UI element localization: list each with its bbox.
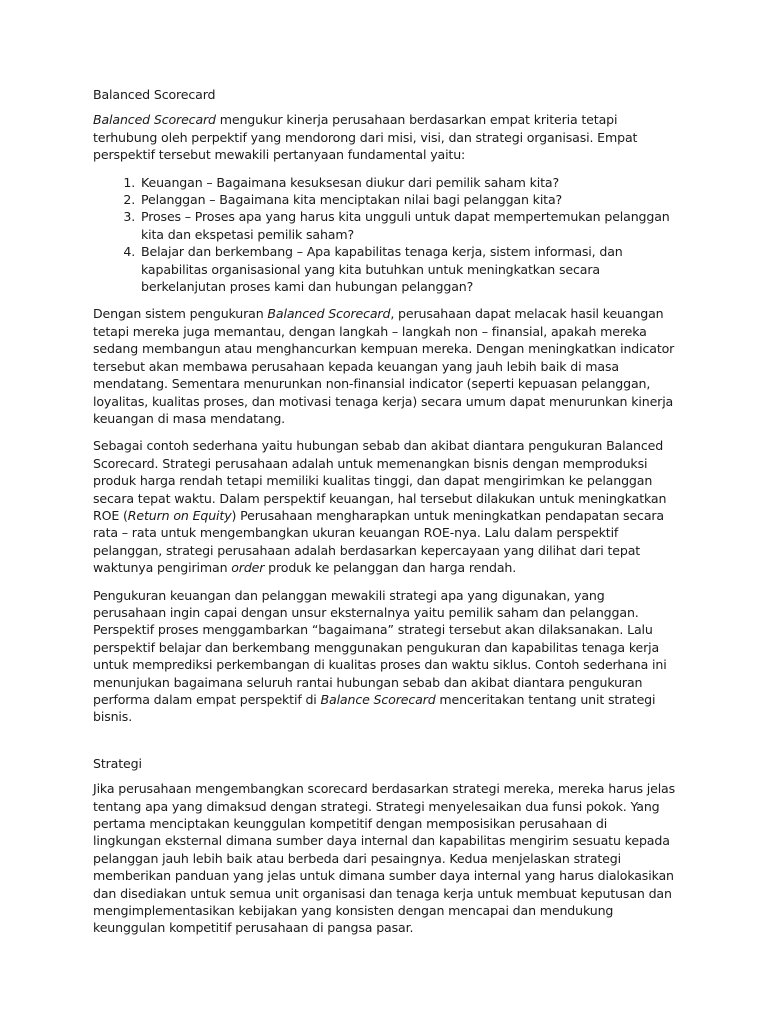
list-item-pelanggan: 2. Pelanggan – Bagaimana kita menciptakan nilai bagi pelanggan kita? — [139, 191, 678, 208]
section-title-balanced-scorecard: Balanced Scorecard — [93, 87, 216, 102]
document-page — [93, 86, 678, 947]
para4-text-a: Pengukuran keuangan dan pelanggan mewakili strategi apa yang digunakan, yang perusahaan ingin capai dengan unsur eksternalnya yaitu pemilik saham dan pelanggan. Perspektif proses menggambarkan “bagaimana” strategi tersebut akan dilaksanakan. Lalu perspektif belajar dan berkembang menggunakan pengukuran dan kapabilitas tenaga kerja untuk memprediksi perkembangan di kualitas proses dan waktu siklus. Contoh sederhana ini menunjukan bagaimana seluruh rantai hubungan sebab dan akibat diantara pengukuran performa dalam empat perspektif di — [93, 587, 667, 707]
list-item-proses: 3. Proses – Proses apa yang harus kita ungguli untuk dapat mempertemukan pelanggan kita dan ekspetasi pemilik saham? — [139, 208, 678, 243]
section-spacer — [93, 736, 678, 755]
para3-term-order: order — [231, 560, 265, 576]
para3-text-c: produk ke pelanggan dan harga rendah. — [264, 560, 517, 576]
para3-text-b: ) Perusahaan mengharapkan untuk meningkatkan pendapatan secara rata – rata untuk mengembangkan ukuran keuangan ROE-nya. Lalu dalam perspektif pelanggan, strategi perusahaan adalah berdasarkan kepercayaan yang dilihat dari tepat waktunya pengiriman — [93, 507, 664, 576]
intro-text: mengukur kinerja perusahaan berdasarkan empat kriteria tetapi terhubung oleh perpektif yang mendorong dari misi, visi, dan strategi organisasi. Empat perspektif tersebut mewakili pertanyaan fundamental yaitu: — [93, 112, 638, 163]
paragraph-strategy: Jika perusahaan mengembangkan scorecard berdasarkan strategi mereka, mereka harus jelas tentang apa yang dimaksud dengan strategi. Strategi menyelesaikan dua funsi pokok. Yang pertama menciptakan keunggulan kompetitif dengan memposisikan perusahaan di lingkungan eksternal dimana sumber daya internal dan kapabilitas mengirim sesuatu kepada pelanggan jauh lebih baik atau berbeda dari pesaingnya. Kedua menjelaskan strategi memberikan panduan yang jelas untuk dimana sumber daya internal yang harus dialokasikan dan disediakan untuk semua unit organisasi dan tenaga kerja untuk membuat keputusan dan mengimplementasikan kebijakan yang konsisten dengan mencapai dan mendukung keunggulan kompetitif perusahaan di pangsa pasar. — [93, 781, 676, 936]
para4-term: Balance Scorecard — [320, 692, 436, 707]
paragraph-cause-effect-example — [93, 437, 678, 576]
intro-paragraph — [93, 111, 678, 163]
para3-text-a: Sebagai contoh sederhana yaitu hubungan sebab dan akibat diantara pengukuran Balanced Scorecard. Strategi perusahaan adalah untuk memenangkan bisnis dengan memproduksi produk harga rendah tetapi memiliki kualitas tinggi, dan dapat mengirimkan ke pelanggan secara tepat waktu. Dalam perspektif keuangan, hal tersebut dilakukan untuk meningkatkan ROE ( — [93, 438, 667, 523]
para3-term-roe: Return on Equity — [127, 507, 232, 523]
section-title-strategi: Strategi — [93, 755, 142, 771]
list-item-keuangan: 1. Keuangan – Bagaimana kesuksesan diukur dari pemilik saham kita? — [139, 174, 678, 191]
intro-term: Balanced Scorecard — [93, 112, 216, 128]
list-item-belajar: 4. Belajar dan berkembang – Apa kapabilitas tenaga kerja, sistem informasi, dan kapabilitas organisasional yang kita butuhkan untuk meningkatkan secara berkelanjutan proses kami dan hubungan pelanggan? — [139, 243, 678, 295]
para2-term: Balanced Scorecard — [267, 306, 391, 322]
para2-text-a: Dengan sistem pengukuran — [93, 306, 268, 322]
perspective-list — [93, 174, 678, 296]
para4-text-b: menceritakan tentang unit strategi bisnis. — [93, 692, 656, 725]
paragraph-financial-customer — [93, 587, 678, 726]
para2-text-b: , perusahaan dapat melacak hasil keuangan tetapi mereka juga memantau, dengan langkah – langkah non – finansial, apakah mereka sedang membangun atau menghancurkan kempuan mereka. Dengan meningkatkan indicator tersebut akan membawa perusahaan kepada keuangan yang jauh lebih baik di masa mendatang. Sementara menurunkan non-finansial indicator (seperti kepuasan pelanggan, loyalitas, kualitas proses, dan motivasi tenaga kerja) secara umum dapat menurunkan kinerja keuangan di masa mendatang. — [93, 306, 675, 426]
paragraph-measurement-system — [93, 305, 678, 427]
